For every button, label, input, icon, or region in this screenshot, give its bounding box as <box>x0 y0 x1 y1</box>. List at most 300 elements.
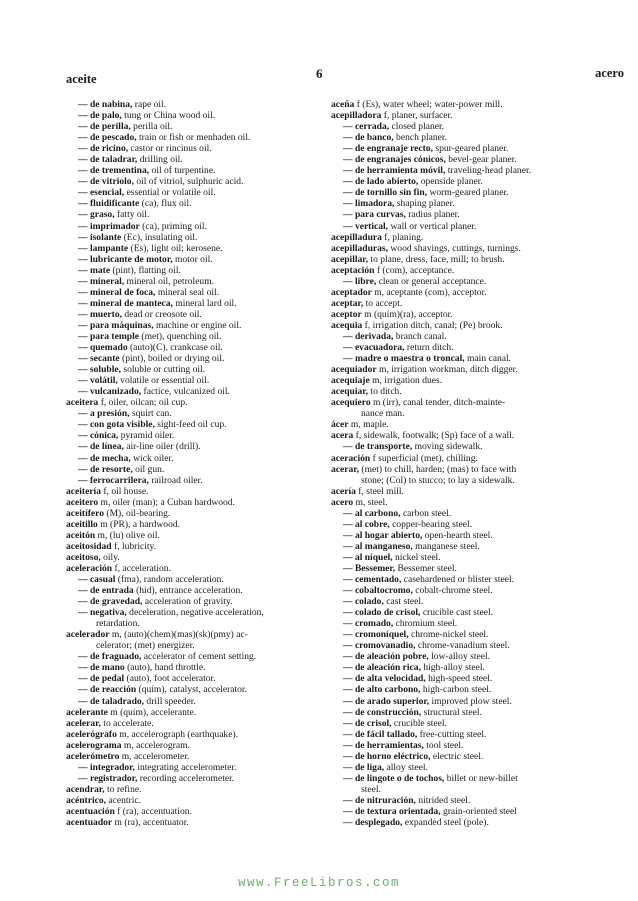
dictionary-entry <box>66 718 324 729</box>
entry-term: aceitífero <box>66 507 104 519</box>
entry-definition: free-cutting steel. <box>417 728 487 740</box>
entry-term: aceitería <box>66 485 101 497</box>
entry-term: acero <box>331 496 354 508</box>
entry-definition: (ca), flux oil. <box>139 198 192 210</box>
dictionary-entry <box>66 187 324 198</box>
dictionary-entry <box>66 574 324 585</box>
entry-term: de vitriolo, <box>89 176 134 188</box>
entry-dash: — <box>78 154 88 166</box>
entry-dash: — <box>78 330 88 342</box>
right-column <box>331 99 613 828</box>
dictionary-entry <box>331 342 613 353</box>
dictionary-entry <box>331 817 613 828</box>
entry-definition: perilla oil. <box>130 121 173 133</box>
entry-term: de lingote o de tochos, <box>354 772 445 784</box>
dictionary-entry <box>66 198 324 209</box>
entry-term: de taladrado, <box>89 695 145 707</box>
dictionary-entry <box>66 320 324 331</box>
dictionary-entry <box>331 408 613 419</box>
entry-dash: — <box>343 629 353 641</box>
entry-definition: m (quím), accelerante. <box>107 706 197 718</box>
entry-dash: — <box>343 739 353 751</box>
entry-term: de nabina, <box>89 99 133 110</box>
entry-dash: — <box>78 110 88 122</box>
entry-term: aceña <box>331 99 355 110</box>
dictionary-entry <box>331 718 613 729</box>
entry-term: limadora, <box>354 198 395 210</box>
entry-dash: — <box>343 518 353 530</box>
entry-term: lubricante de motor, <box>89 253 173 265</box>
entry-dash: — <box>343 640 353 652</box>
entry-dash: — <box>343 220 353 232</box>
entry-term: mineral, <box>89 275 125 287</box>
entry-term: acentuación <box>66 806 115 817</box>
entry-definition: stone; (Col) to stucco; to lay a sidewalk. <box>361 474 515 486</box>
dictionary-entry <box>66 585 324 596</box>
entry-term: para curvas, <box>354 209 406 221</box>
entry-definition: steel. <box>361 783 381 795</box>
entry-definition: oil of turpentine. <box>149 165 216 177</box>
entry-definition: m, (auto)(chem)(mas)(sk)(pmy) ac- <box>109 629 248 641</box>
entry-definition: to accelerate. <box>100 717 154 729</box>
dictionary-entry <box>66 232 324 243</box>
entry-dash: — <box>343 717 353 729</box>
entry-definition: to accept. <box>363 297 403 309</box>
entry-term: acequia <box>331 319 363 331</box>
entry-definition: (Es), light oil; kerosene. <box>128 242 223 254</box>
entry-definition: grain-oriented steel <box>440 806 517 817</box>
entry-term: acepilladura <box>331 231 382 243</box>
entry-term: aceleración <box>66 562 113 574</box>
entry-term: de herramientas, <box>354 739 424 751</box>
entry-definition: factice, vulcanized oil. <box>141 386 230 398</box>
dictionary-entry <box>331 309 613 320</box>
entry-term: quemado <box>89 342 128 354</box>
entry-dash: — <box>78 772 88 784</box>
entry-dash: — <box>78 198 88 210</box>
entry-term: integrador, <box>89 761 135 773</box>
entry-definition: wick oiler. <box>130 452 174 464</box>
entry-definition: electric steel. <box>430 750 484 762</box>
entry-term: mate <box>89 264 111 276</box>
entry-dash: — <box>78 673 88 685</box>
entry-definition: f (Es), water wheel; water-power mill. <box>354 99 503 110</box>
entry-term: de horno eléctrico, <box>354 750 431 762</box>
entry-term: fluidificante <box>89 198 140 210</box>
entry-term: Bessemer, <box>354 562 396 574</box>
entry-dash: — <box>343 651 353 663</box>
entry-definition: carbon steel. <box>400 507 452 519</box>
entry-term: acelerante <box>66 706 108 718</box>
entry-definition: crucible steel. <box>391 717 447 729</box>
entry-definition: cast steel. <box>383 596 424 608</box>
entry-definition: (pint), flatting oil. <box>110 264 181 276</box>
dictionary-entry <box>331 165 613 176</box>
entry-definition: celerator; (met) energizer. <box>96 640 195 652</box>
entry-definition: m, aceptante (com), acceptor. <box>371 286 487 298</box>
dictionary-entry <box>66 132 324 143</box>
entry-dash: — <box>78 319 88 331</box>
entry-term: al cobre, <box>354 518 390 530</box>
entry-definition: high-speed steel. <box>425 673 493 685</box>
entry-definition: (met), quenching oil. <box>139 330 222 342</box>
dictionary-entry <box>66 640 324 651</box>
dictionary-entry <box>66 696 324 707</box>
entry-term: colado de crisol, <box>354 607 421 619</box>
page-number: 6 <box>316 66 323 81</box>
dictionary-entry <box>66 419 324 430</box>
entry-definition: manganese steel. <box>412 540 480 552</box>
entry-dash: — <box>78 684 88 696</box>
entry-dash: — <box>78 596 88 608</box>
dictionary-entry <box>331 519 613 530</box>
dictionary-entry <box>331 254 613 265</box>
entry-term: al carbono, <box>354 507 401 519</box>
entry-term: de entrada <box>89 585 134 597</box>
dictionary-entry <box>331 795 613 806</box>
entry-dash: — <box>343 673 353 685</box>
entry-term: de palo, <box>89 110 122 122</box>
entry-dash: — <box>343 330 353 342</box>
entry-definition: (Ec), insulating oil. <box>121 231 198 243</box>
entry-definition: (auto)(C), crankcase oil. <box>127 342 223 354</box>
entry-term: colado, <box>354 596 384 608</box>
entry-dash: — <box>343 585 353 597</box>
entry-definition: traveling-head planer. <box>445 165 531 177</box>
entry-dash: — <box>343 551 353 563</box>
entry-term: aceitosidad <box>66 540 112 552</box>
dictionary-entry <box>331 243 613 254</box>
entry-term: evacuadora, <box>354 342 405 354</box>
dictionary-entry <box>331 364 613 375</box>
dictionary-entry <box>66 784 324 795</box>
entry-term: de línea, <box>89 441 124 453</box>
dictionary-entry <box>331 209 613 220</box>
entry-term: para temple <box>89 330 139 342</box>
entry-term: de construcción, <box>354 706 422 718</box>
entry-term: aceptador <box>331 286 372 298</box>
dictionary-entry <box>331 563 613 574</box>
dictionary-entry <box>66 309 324 320</box>
dictionary-entry <box>331 99 613 110</box>
dictionary-entry <box>66 552 324 563</box>
entry-dash: — <box>78 761 88 773</box>
entry-term: acequiar, <box>331 386 369 398</box>
dictionary-entry <box>331 375 613 386</box>
entry-definition: f, planing. <box>381 231 424 243</box>
dictionary-entry <box>331 430 613 441</box>
entry-term: acepilladora <box>331 110 382 122</box>
entry-dash: — <box>78 353 88 365</box>
entry-term: de engranajes cónicos, <box>354 154 446 166</box>
dictionary-entry <box>66 430 324 441</box>
entry-definition: nickel steel. <box>392 551 441 563</box>
entry-term: de liga, <box>354 761 385 773</box>
entry-term: acera <box>331 430 354 442</box>
entry-definition: squirt can. <box>129 408 172 420</box>
entry-term: aceptar, <box>331 297 364 309</box>
entry-dash: — <box>78 452 88 464</box>
dictionary-entry <box>66 729 324 740</box>
dictionary-entry <box>331 651 613 662</box>
dictionary-entry <box>66 364 324 375</box>
entry-dash: — <box>343 132 353 144</box>
dictionary-entry <box>331 486 613 497</box>
dictionary-entry <box>331 475 613 486</box>
entry-definition: f, oiler, oilcan; oil cup. <box>98 397 188 409</box>
entry-definition: radius planer. <box>405 209 460 221</box>
entry-dash: — <box>78 419 88 431</box>
entry-definition: drill speeder. <box>144 695 196 707</box>
entry-dash: — <box>78 386 88 398</box>
entry-term: de alto carbono, <box>354 684 421 696</box>
entry-term: acelerómetro <box>66 750 120 762</box>
entry-definition: f, acceleration. <box>112 562 171 574</box>
entry-definition: oil gun. <box>132 463 165 475</box>
entry-dash: — <box>78 662 88 674</box>
entry-definition: essential or volatile oil. <box>124 187 216 199</box>
entry-dash: — <box>343 761 353 773</box>
entry-term: desplegado, <box>354 817 403 829</box>
entry-definition: spur-geared planer. <box>432 143 509 155</box>
entry-definition: (hid), entrance acceleration. <box>133 585 243 597</box>
entry-definition: low-alloy steel. <box>428 651 490 663</box>
entry-term: aceitillo <box>66 518 98 530</box>
entry-definition: closed planer. <box>389 121 445 133</box>
dictionary-entry <box>66 806 324 817</box>
entry-dash: — <box>78 574 88 586</box>
entry-definition: m, irrigation dues. <box>369 375 443 387</box>
entry-dash: — <box>343 695 353 707</box>
dictionary-entry <box>331 143 613 154</box>
entry-term: graso, <box>89 209 115 221</box>
entry-definition: expanded steel (pole). <box>402 817 489 829</box>
entry-term: de crisol, <box>354 717 392 729</box>
entry-definition: motor oil. <box>172 253 213 265</box>
entry-definition: f, oil house. <box>100 485 149 497</box>
dictionary-entry <box>331 453 613 464</box>
entry-definition: (M), oil-bearing. <box>104 507 171 519</box>
entry-term: aceitón <box>66 529 96 541</box>
dictionary-entry <box>66 254 324 265</box>
entry-term: negativa, <box>89 607 127 619</box>
entry-term: ácer <box>331 419 349 431</box>
entry-dash: — <box>78 264 88 276</box>
entry-definition: soluble or cutting oil. <box>120 364 206 376</box>
entry-definition: m, accelerograph (earthquake). <box>116 728 239 740</box>
entry-definition: cobalt-chrome steel. <box>412 585 493 597</box>
entry-term: lampante <box>89 242 129 254</box>
entry-definition: oily. <box>100 551 120 563</box>
dictionary-entry <box>66 684 324 695</box>
entry-definition: m (irr), canal tender, ditch-mainte- <box>370 397 506 409</box>
entry-dash: — <box>78 231 88 243</box>
dictionary-entry <box>66 519 324 530</box>
entry-definition: mineral seal oil. <box>155 286 220 298</box>
entry-term: de lado abierto, <box>354 176 419 188</box>
entry-definition: oil of vitriol, sulphuric acid. <box>133 176 244 188</box>
entry-definition: worm-geared planer. <box>427 187 509 199</box>
entry-definition: acceleration of gravity. <box>142 596 233 608</box>
entry-definition: (fma), random acceleration. <box>115 574 224 586</box>
dictionary-entry <box>331 508 613 519</box>
entry-term: acelerar, <box>66 717 101 729</box>
dictionary-entry <box>66 486 324 497</box>
dictionary-entry <box>66 618 324 629</box>
dictionary-entry <box>66 629 324 640</box>
entry-dash: — <box>343 121 353 133</box>
dictionary-entry <box>331 497 613 508</box>
entry-definition: castor or rincinus oil. <box>128 143 212 155</box>
entry-term: de perilla, <box>89 121 131 133</box>
dictionary-entry <box>66 651 324 662</box>
entry-dash: — <box>343 176 353 188</box>
entry-definition: f, sidewalk, footwalk; (Sp) face of a wall. <box>353 430 515 442</box>
entry-definition: f (com), acceptance. <box>374 264 455 276</box>
entry-dash: — <box>343 353 353 365</box>
entry-term: de textura orientada, <box>354 806 441 817</box>
dictionary-entry <box>66 397 324 408</box>
dictionary-entry <box>66 298 324 309</box>
entry-definition: m (PR), a hardwood. <box>97 518 181 530</box>
entry-term: muerto, <box>89 308 123 320</box>
entry-dash: — <box>343 198 353 210</box>
entry-definition: deceleration, negative acceleration, <box>126 607 264 619</box>
entry-definition: to plane, dress, face, mill; to brush. <box>368 253 505 265</box>
entry-dash: — <box>78 308 88 320</box>
entry-term: acequiaje <box>331 375 370 387</box>
dictionary-entry <box>331 806 613 817</box>
dictionary-entry <box>331 221 613 232</box>
entry-definition: m (ra), accentuator. <box>112 817 189 829</box>
dictionary-entry <box>331 784 613 795</box>
entry-definition: f, planer, surfacer. <box>381 110 453 122</box>
entry-term: vulcanizado, <box>89 386 142 398</box>
dictionary-entry <box>66 99 324 110</box>
entry-dash: — <box>343 441 353 453</box>
dictionary-entry <box>66 143 324 154</box>
entry-definition: f, steel mill. <box>355 485 404 497</box>
entry-term: acelerógrafo <box>66 728 117 740</box>
entry-term: para máquinas, <box>89 319 154 331</box>
entry-definition: (pint), boiled or drying oil. <box>119 353 225 365</box>
entry-term: acepilladuras, <box>331 242 389 254</box>
dictionary-entry <box>331 132 613 143</box>
dictionary-entry <box>66 751 324 762</box>
dictionary-entry <box>331 662 613 673</box>
entry-dash: — <box>343 728 353 740</box>
entry-definition: (quím), catalyst, accelerator. <box>136 684 247 696</box>
entry-definition: recording accelerometer. <box>137 772 235 784</box>
dictionary-entry <box>66 817 324 828</box>
entry-term: madre o maestra o troncal, <box>354 353 465 365</box>
entry-dash: — <box>78 121 88 133</box>
entry-definition: f, irrigation ditch, canal; (Pe) brook. <box>362 319 503 331</box>
entry-term: acequiador <box>331 364 377 376</box>
entry-definition: train or fish or menhaden oil. <box>136 132 251 144</box>
entry-term: de fraguado, <box>89 651 142 663</box>
dictionary-entry <box>66 795 324 806</box>
dictionary-entry <box>66 353 324 364</box>
entry-term: aceración <box>331 452 371 464</box>
dictionary-entry <box>331 121 613 132</box>
dictionary-entry <box>66 762 324 773</box>
dictionary-entry <box>66 740 324 751</box>
entry-dash: — <box>78 176 88 188</box>
dictionary-entry <box>66 176 324 187</box>
dictionary-entry <box>66 441 324 452</box>
entry-term: cromado, <box>354 618 394 630</box>
entry-term: esencial, <box>89 187 125 199</box>
entry-dash: — <box>343 562 353 574</box>
entry-definition: chrome-vanadium steel. <box>415 640 510 652</box>
dictionary-entry <box>331 464 613 475</box>
dictionary-entry <box>331 287 613 298</box>
entry-definition: air-line oiler (drill). <box>123 441 201 453</box>
dictionary-entry <box>66 154 324 165</box>
entry-term: de fácil tallado, <box>354 728 418 740</box>
entry-definition: improved plow steel. <box>429 695 512 707</box>
entry-dash: — <box>78 342 88 354</box>
entry-definition: return ditch. <box>404 342 454 354</box>
entry-definition: accelerator of cement setting. <box>141 651 257 663</box>
entry-dash: — <box>343 706 353 718</box>
entry-definition: (ca), priming oil. <box>139 220 207 232</box>
entry-dash: — <box>78 99 88 110</box>
entry-definition: clean or general acceptance. <box>376 275 487 287</box>
entry-dash: — <box>343 165 353 177</box>
entry-definition: moving sidewalk. <box>412 441 483 453</box>
entry-definition: f superficial (met), chilling. <box>370 452 478 464</box>
entry-definition: rape oil. <box>132 99 167 110</box>
dictionary-entry <box>331 541 613 552</box>
entry-term: ferrocarrilera, <box>89 474 149 486</box>
dictionary-entry <box>66 287 324 298</box>
watermark-footer: www.FreeLibros.com <box>237 876 401 890</box>
entry-definition: (auto), hand throttle. <box>124 662 206 674</box>
entry-definition: copper-bearing steel. <box>389 518 473 530</box>
entry-term: secante <box>89 353 120 365</box>
entry-term: de trementina, <box>89 165 150 177</box>
dictionary-entry <box>331 618 613 629</box>
entry-term: cromovanadio, <box>354 640 416 652</box>
entry-term: isolante <box>89 231 122 243</box>
dictionary-entry <box>331 596 613 607</box>
entry-definition: casehardened or blister steel. <box>401 574 514 586</box>
entry-term: de transporte, <box>354 441 413 453</box>
entry-dash: — <box>78 297 88 309</box>
dictionary-entry <box>331 419 613 430</box>
entry-definition: Bessemer steel. <box>395 562 457 574</box>
dictionary-entry <box>66 530 324 541</box>
entry-term: aceptación <box>331 264 375 276</box>
entry-definition: m, (lu) olive oil. <box>95 529 160 541</box>
entry-term: mineral de foca, <box>89 286 156 298</box>
entry-dash: — <box>78 220 88 232</box>
dictionary-entry <box>331 729 613 740</box>
entry-definition: retardation. <box>96 618 140 630</box>
entry-term: libre, <box>354 275 377 287</box>
entry-dash: — <box>78 474 88 486</box>
entry-definition: m (quím)(ra), acceptor. <box>361 308 453 320</box>
entry-dash: — <box>78 132 88 144</box>
dictionary-entry <box>331 353 613 364</box>
entry-term: aceitera <box>66 397 99 409</box>
dictionary-entry <box>331 629 613 640</box>
entry-dash: — <box>78 364 88 376</box>
entry-definition: alloy steel. <box>384 761 428 773</box>
dictionary-entry <box>66 209 324 220</box>
